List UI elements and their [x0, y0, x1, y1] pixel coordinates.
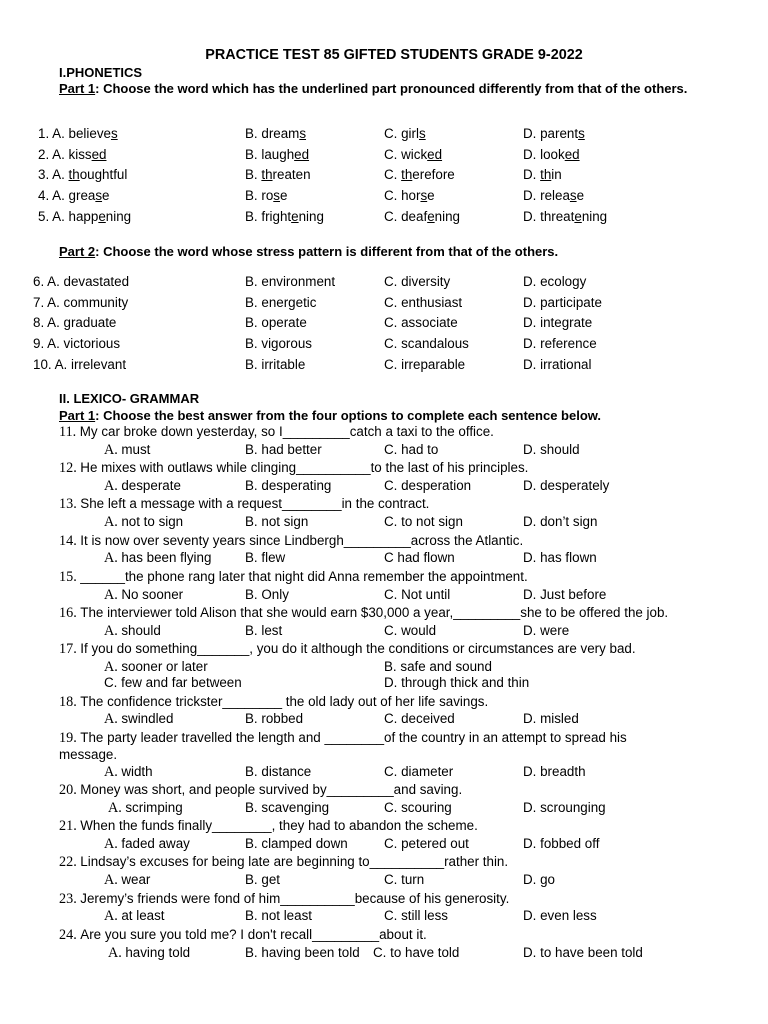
word-text: C. — [384, 167, 402, 183]
option-a — [38, 209, 131, 224]
option-b: B. Only — [245, 586, 289, 602]
underlined-part: s — [95, 188, 103, 204]
page-title: PRACTICE TEST 85 GIFTED STUDENTS GRADE 9-2022 — [205, 47, 583, 63]
question-number: 15. — [59, 568, 81, 585]
option-text: desperate — [121, 478, 181, 493]
option-c — [384, 188, 435, 203]
option-d: D. Just before — [523, 586, 607, 602]
question-number: 11. — [59, 424, 80, 440]
question-line — [59, 694, 488, 711]
word-text: B. — [245, 167, 262, 183]
option-a — [104, 908, 165, 925]
option-d: D. scrounging — [523, 799, 606, 815]
word-text: B. laugh — [245, 146, 295, 162]
option-a: 6. A. devastated — [33, 274, 130, 289]
question-line — [59, 782, 462, 799]
option-b: B. vigorous — [245, 336, 312, 352]
word-text: B. ro — [245, 188, 274, 204]
phonetics-part1-instruction — [59, 81, 709, 96]
underlined-part: s — [578, 126, 585, 141]
question-line — [59, 730, 627, 747]
question-line — [59, 818, 478, 835]
underlined-part: th — [261, 167, 273, 183]
option-b: B. clamped down — [245, 835, 348, 851]
option-c: C. enthusiast — [384, 294, 463, 310]
option-c: C. turn — [384, 872, 425, 888]
option-c — [384, 209, 460, 224]
question-number: 21. — [59, 818, 81, 835]
question-line — [59, 605, 668, 622]
option-c: C. to not sign — [384, 514, 463, 530]
option-a: 8. A. graduate — [33, 315, 117, 331]
option-letter: A. — [104, 550, 122, 567]
option-c: C. irreparable — [384, 356, 466, 372]
option-c: C. associate — [384, 315, 458, 331]
option-c — [384, 126, 426, 141]
word-text: kiss — [68, 146, 92, 162]
option-a — [108, 945, 190, 962]
word-text: ning — [298, 208, 324, 224]
option-d: D. were — [523, 622, 570, 638]
option-letter: A. — [104, 908, 122, 925]
option-a — [104, 514, 183, 531]
option-b: B. robbed — [245, 711, 304, 727]
option-letter: A. — [104, 478, 122, 494]
option-a — [104, 623, 161, 640]
question-line — [59, 927, 427, 944]
option-letter: A. — [104, 586, 122, 603]
underlined-part: ed — [564, 146, 580, 162]
option-b: B. not sign — [245, 514, 309, 530]
word-text: D. parent — [523, 126, 579, 141]
option-d — [523, 167, 562, 182]
word-text: ning — [105, 208, 132, 224]
option-b: B. scavenging — [245, 799, 330, 815]
question-line — [59, 533, 523, 550]
option-a: 9. A. victorious — [33, 336, 121, 352]
instruction-text: : Choose the best answer from the four options to complete each sentence below. — [95, 408, 602, 423]
option-a — [104, 764, 153, 781]
option-d: D. to have been told — [523, 944, 643, 960]
question-number: 22. — [59, 854, 81, 871]
option-a — [108, 800, 183, 817]
option-c: C. scouring — [384, 799, 452, 815]
option-b: B. distance — [245, 763, 312, 779]
word-text: C. hor — [384, 188, 421, 204]
part-label: Part 1 — [59, 408, 96, 423]
word-text: in — [551, 167, 562, 183]
option-b: B. lest — [245, 622, 283, 638]
question-text: Jeremy’s friends were fond of him__________because of his generosity. — [80, 890, 510, 906]
question-line — [59, 854, 508, 871]
word-text: C. deaf — [384, 208, 428, 224]
option-a — [38, 188, 110, 203]
word-text: e — [279, 188, 288, 204]
option-b — [245, 126, 306, 141]
option-b: B. get — [245, 872, 280, 888]
option-c: C. few and far between — [104, 675, 242, 690]
question-text: ______the phone rang later that night did Anna remember the appointment. — [80, 568, 528, 584]
word-text: grea — [68, 188, 96, 204]
option-b — [245, 209, 324, 224]
option-a — [104, 587, 183, 604]
question-line — [59, 891, 509, 908]
part-label: Part 1 — [59, 81, 96, 96]
question-number: 2. A. — [38, 146, 69, 162]
word-text: B. fright — [245, 208, 292, 224]
question-number: 4. A. — [38, 188, 69, 204]
option-b — [245, 188, 287, 203]
section-heading-phonetics: I.PHONETICS — [59, 65, 143, 80]
instruction-text: : Choose the word whose stress pattern is different from that of the others. — [95, 244, 559, 259]
question-text: It is now over seventy years since Lindbergh_________across the Atlantic. — [80, 532, 524, 548]
option-letter: A. — [104, 622, 122, 639]
option-b: B. not least — [245, 908, 312, 924]
option-letter: A. — [104, 659, 122, 675]
question-text-continued: message. — [59, 746, 118, 762]
question-number: 18. — [59, 693, 81, 710]
option-a — [104, 442, 150, 459]
underlined-part: th — [540, 167, 552, 183]
option-letter: A. — [108, 799, 126, 816]
option-d: D. integrate — [523, 315, 593, 331]
option-letter: A. — [104, 872, 122, 889]
option-letter: A. — [104, 514, 122, 531]
question-number: 20. — [59, 781, 81, 798]
question-text: If you do something_______, you do it although the conditions or circumstances are very bad. — [80, 641, 636, 657]
option-a — [38, 167, 127, 182]
option-b: B. energetic — [245, 294, 317, 310]
word-text: C. wick — [384, 146, 428, 162]
question-number: 19. — [59, 729, 81, 746]
section-heading-lexico-grammar: II. LEXICO- GRAMMAR — [59, 391, 200, 406]
option-text: wear — [121, 872, 151, 888]
question-text: When the funds finally________, they had to abandon the scheme. — [80, 818, 478, 834]
option-text: faded away — [121, 835, 190, 851]
option-c: C. deceived — [384, 711, 455, 727]
word-text: erefore — [412, 167, 455, 183]
question-text: Are you sure you told me? I don't recall_________about it. — [80, 926, 427, 942]
option-c: C. to have told — [373, 944, 460, 960]
question-number: 3. A. — [38, 167, 69, 183]
option-c — [384, 147, 442, 162]
underlined-part: th — [401, 167, 413, 183]
option-b — [245, 147, 309, 162]
option-d — [523, 188, 584, 203]
option-c: C. still less — [384, 908, 448, 924]
question-number: 23. — [59, 890, 81, 907]
option-text: at least — [121, 908, 165, 924]
option-letter: A. — [108, 944, 126, 961]
underlined-part: e — [427, 208, 435, 224]
option-b: B. safe and sound — [384, 659, 492, 674]
question-line — [59, 460, 528, 477]
word-text: C. girl — [384, 126, 419, 141]
word-text: D. — [523, 167, 541, 183]
option-c: C. petered out — [384, 835, 469, 851]
option-d: D. go — [523, 872, 556, 888]
option-letter: A. — [104, 441, 122, 458]
instruction-text: : Choose the word which has the underlined part pronounced differently from that of the others. — [95, 81, 688, 96]
word-text: e — [102, 188, 110, 204]
option-text: having told — [125, 944, 191, 960]
word-text: happ — [68, 208, 99, 224]
option-d: D. even less — [523, 908, 597, 924]
underlined-part: s — [273, 188, 280, 204]
question-line — [59, 569, 528, 586]
phonetics-part2-instruction — [59, 244, 739, 259]
option-c: C. diversity — [384, 274, 451, 289]
underlined-part: e — [291, 208, 299, 224]
question-line — [59, 641, 636, 658]
option-d: D. fobbed off — [523, 835, 600, 851]
option-letter: A. — [104, 711, 122, 728]
word-text: believe — [68, 126, 111, 141]
question-number: 12. — [59, 460, 81, 477]
question-text: My car broke down yesterday, so I_________catch a taxi to the office. — [79, 424, 494, 439]
option-c: C. diameter — [384, 763, 454, 779]
question-text: Lindsay’s excuses for being late are beginning to__________rather thin. — [80, 854, 509, 870]
option-text: not to sign — [121, 514, 184, 530]
option-letter: A. — [104, 763, 122, 780]
underlined-part: s — [418, 126, 426, 141]
option-c — [384, 167, 455, 182]
underlined-part: s — [110, 126, 118, 141]
question-number: 24. — [59, 926, 81, 943]
underlined-part: e — [98, 208, 106, 224]
option-d: D. participate — [523, 294, 602, 310]
underlined-part: ed — [294, 146, 310, 162]
option-a — [104, 659, 208, 676]
option-b: B. had better — [245, 441, 322, 457]
grammar-part1-instruction — [59, 408, 739, 423]
question-text: The party leader travelled the length and ________of the country in an attempt to spread his — [80, 729, 627, 745]
option-d: D. should — [523, 441, 580, 457]
option-text: scrimping — [125, 799, 183, 815]
option-a — [104, 872, 150, 889]
word-text: e — [576, 188, 585, 204]
question-number: 1. A. — [38, 126, 69, 141]
option-b: B. having been told — [245, 944, 360, 960]
option-d — [523, 147, 580, 162]
word-text: e — [427, 188, 435, 204]
word-text: D. threat — [523, 208, 575, 224]
option-d: D. irrational — [523, 356, 592, 372]
option-b — [245, 167, 311, 182]
underlined-part: s — [569, 188, 577, 204]
option-a: 7. A. community — [33, 294, 129, 310]
question-text: He mixes with outlaws while clinging__________to the last of his principles. — [80, 460, 529, 476]
option-b: B. environment — [245, 274, 336, 289]
option-text: sooner or later — [121, 659, 208, 674]
word-text: D. relea — [523, 188, 570, 204]
question-text: She left a message with a request________in the contract. — [80, 496, 430, 512]
option-c: C. had to — [384, 441, 439, 457]
question-line — [59, 424, 494, 441]
question-line — [59, 496, 429, 513]
word-text: ning — [434, 208, 460, 224]
option-a — [104, 478, 181, 495]
option-a — [104, 836, 190, 853]
question-number: 14. — [59, 532, 81, 549]
option-text: should — [121, 622, 161, 638]
option-b: B. flew — [245, 550, 286, 566]
question-text: The confidence trickster________ the old lady out of her life savings. — [80, 693, 489, 709]
option-a — [104, 550, 211, 567]
option-c: C. scandalous — [384, 336, 469, 352]
option-d: D. desperately — [523, 478, 610, 493]
option-a: 10. A. irrelevant — [33, 356, 127, 372]
option-a — [38, 147, 107, 162]
option-d — [523, 209, 607, 224]
underlined-part: e — [574, 208, 582, 224]
option-c: C. would — [384, 622, 437, 638]
underlined-part: ed — [91, 146, 107, 162]
word-text: B. dream — [245, 126, 300, 141]
option-d — [523, 126, 585, 141]
underlined-part: ed — [427, 146, 443, 162]
part-label: Part 2 — [59, 244, 96, 259]
option-text: No sooner — [121, 586, 184, 602]
word-text: D. look — [523, 146, 565, 162]
underlined-part: s — [420, 188, 428, 204]
option-d: D. reference — [523, 336, 597, 352]
option-d: D. breadth — [523, 763, 586, 779]
option-d: D. ecology — [523, 274, 587, 289]
question-number: 5. A. — [38, 208, 69, 224]
underlined-part: s — [299, 126, 307, 141]
option-d: D. misled — [523, 711, 579, 727]
option-text: must — [121, 441, 151, 457]
option-c: C. desperation — [384, 478, 472, 493]
question-text: The interviewer told Alison that she would earn $30,000 a year,_________she to be offered the job. — [80, 605, 669, 620]
word-text: reaten — [272, 167, 311, 183]
option-b: B. desperating — [245, 478, 332, 493]
word-text: oughtful — [79, 167, 128, 183]
option-b: B. irritable — [245, 356, 306, 372]
option-a — [38, 126, 118, 141]
option-b: B. operate — [245, 315, 307, 331]
question-number: 16. — [59, 605, 81, 621]
option-d: D. has flown — [523, 550, 597, 566]
word-text: ning — [581, 208, 608, 224]
question-text: Money was short, and people survived by_________and saving. — [80, 781, 463, 797]
question-number: 13. — [59, 496, 81, 513]
option-letter: A. — [104, 835, 122, 852]
option-text: width — [121, 763, 153, 779]
option-d: D. through thick and thin — [384, 675, 530, 690]
option-a — [104, 711, 173, 728]
option-text: swindled — [121, 711, 174, 727]
option-text: has been flying — [121, 550, 212, 566]
option-c: C had flown — [384, 550, 455, 566]
option-c: C. Not until — [384, 586, 451, 602]
underlined-part: th — [68, 167, 80, 183]
option-d: D. don’t sign — [523, 514, 598, 530]
question-number: 17. — [59, 641, 81, 658]
